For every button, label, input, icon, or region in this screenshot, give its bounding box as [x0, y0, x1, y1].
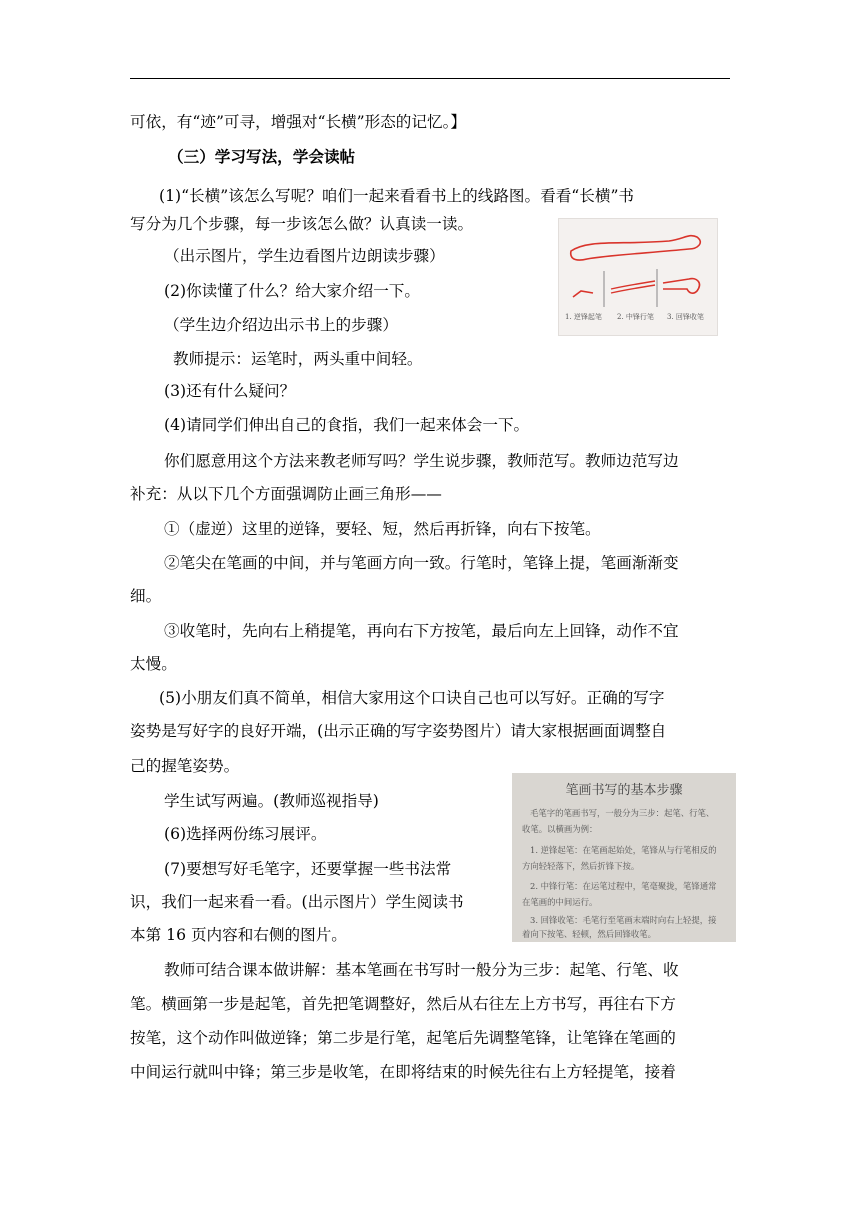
header-rule [130, 78, 730, 79]
textbook-page-figure [512, 773, 736, 942]
figure-title: 笔画书写的基本步骤 [565, 783, 683, 798]
text-line: 细。 [130, 587, 162, 605]
text-line: 补充：从以下几个方面强调防止画三角形—— [130, 485, 442, 503]
text-line: ③收笔时，先向右上稍提笔，再向右下方按笔，最后向左上回锋，动作不宜 [164, 622, 679, 640]
section-heading: （三）学习写法，学会读帖 [168, 147, 356, 166]
text-line: ②笔尖在笔画的中间，并与笔画方向一致。行笔时，笔锋上提，笔画渐渐变 [164, 554, 679, 572]
text-line: (2)你读懂了什么？给大家介绍一下。 [164, 282, 420, 300]
figure-caption: 3. 回锋收笔 [667, 313, 704, 321]
text-line: 本第 16 页内容和右侧的图片。 [130, 926, 347, 944]
text-line: 学生试写两遍。(教师巡视指导) [164, 792, 379, 810]
text-line: 己的握笔姿势。 [130, 757, 240, 775]
figure-text-line: 2. 中锋行笔：在运笔过程中，笔毫聚拢，笔锋通常 [530, 881, 717, 891]
text-line: (1)“长横”该怎么写呢？咱们一起来看看书上的线路图。看看“长横”书 [159, 187, 635, 205]
text-line: 教师提示：运笔时，两头重中间轻。 [173, 350, 423, 368]
figure-text-line: 3. 回锋收笔：毛笔行至笔画末端时向右上轻提，接 [530, 915, 717, 925]
figure-text-line: 毛笔字的笔画书写，一般分为三步：起笔、行笔、 [530, 808, 715, 818]
text-line: 识，我们一起来看一看。(出示图片）学生阅读书 [130, 893, 464, 911]
figure-text-line: 收笔。以横画为例： [522, 824, 598, 834]
text-line: (5)小朋友们真不简单，相信大家用这个口诀自己也可以写好。正确的写字 [159, 689, 665, 707]
text-line: 可依，有“迹”可寻，增强对“长横”形态的记忆。】 [130, 113, 466, 131]
figure-caption: 2. 中锋行笔 [617, 313, 654, 321]
figure-text-line: 着向下按笔、轻顿，然后回锋收笔。 [522, 929, 656, 939]
text-line: 中间运行就叫中锋；第三步是收笔，在即将结束的时候先往右上方轻提笔，接着 [130, 1063, 676, 1081]
text-line: 写分为几个步骤，每一步该怎么做？认真读一读。 [130, 215, 474, 233]
figure-text-line: 在笔画的中间运行。 [522, 897, 598, 907]
text-line: (4)请同学们伸出自己的食指，我们一起来体会一下。 [164, 416, 530, 434]
figure-caption: 1. 逆锋起笔 [565, 313, 602, 321]
text-line: 按笔，这个动作叫做逆锋；第二步是行笔，起笔后先调整笔锋，让笔锋在笔画的 [130, 1029, 676, 1047]
text-line: (3)还有什么疑问？ [164, 382, 296, 400]
text-line: （出示图片，学生边看图片边朗读步骤） [164, 247, 445, 265]
text-line: ①（虚逆）这里的逆锋，要轻、短，然后再折锋，向右下按笔。 [164, 520, 601, 538]
text-line: 太慢。 [130, 655, 177, 673]
text-line: 教师可结合课本做讲解：基本笔画在书写时一般分为三步：起笔、行笔、收 [164, 961, 679, 979]
stroke-steps-figure [558, 218, 718, 336]
text-line: 姿势是写好字的良好开端，(出示正确的写字姿势图片）请大家根据画面调整自 [130, 722, 667, 740]
text-line: (7)要想写好毛笔字，还要掌握一些书法常 [164, 860, 452, 878]
figure-text-line: 方向轻轻落下，然后折锋下按。 [522, 861, 640, 871]
text-line: (6)选择两份练习展评。 [164, 825, 327, 843]
text-line: 你们愿意用这个方法来教老师写吗？学生说步骤，教师范写。教师边范写边 [164, 452, 679, 470]
figure-text-line: 1. 逆锋起笔：在笔画起始处，笔锋从与行笔相反的 [530, 845, 717, 855]
text-line: 笔。横画第一步是起笔，首先把笔调整好，然后从右往左上方书写，再往右下方 [130, 995, 676, 1013]
text-line: （学生边介绍边出示书上的步骤） [164, 316, 398, 334]
